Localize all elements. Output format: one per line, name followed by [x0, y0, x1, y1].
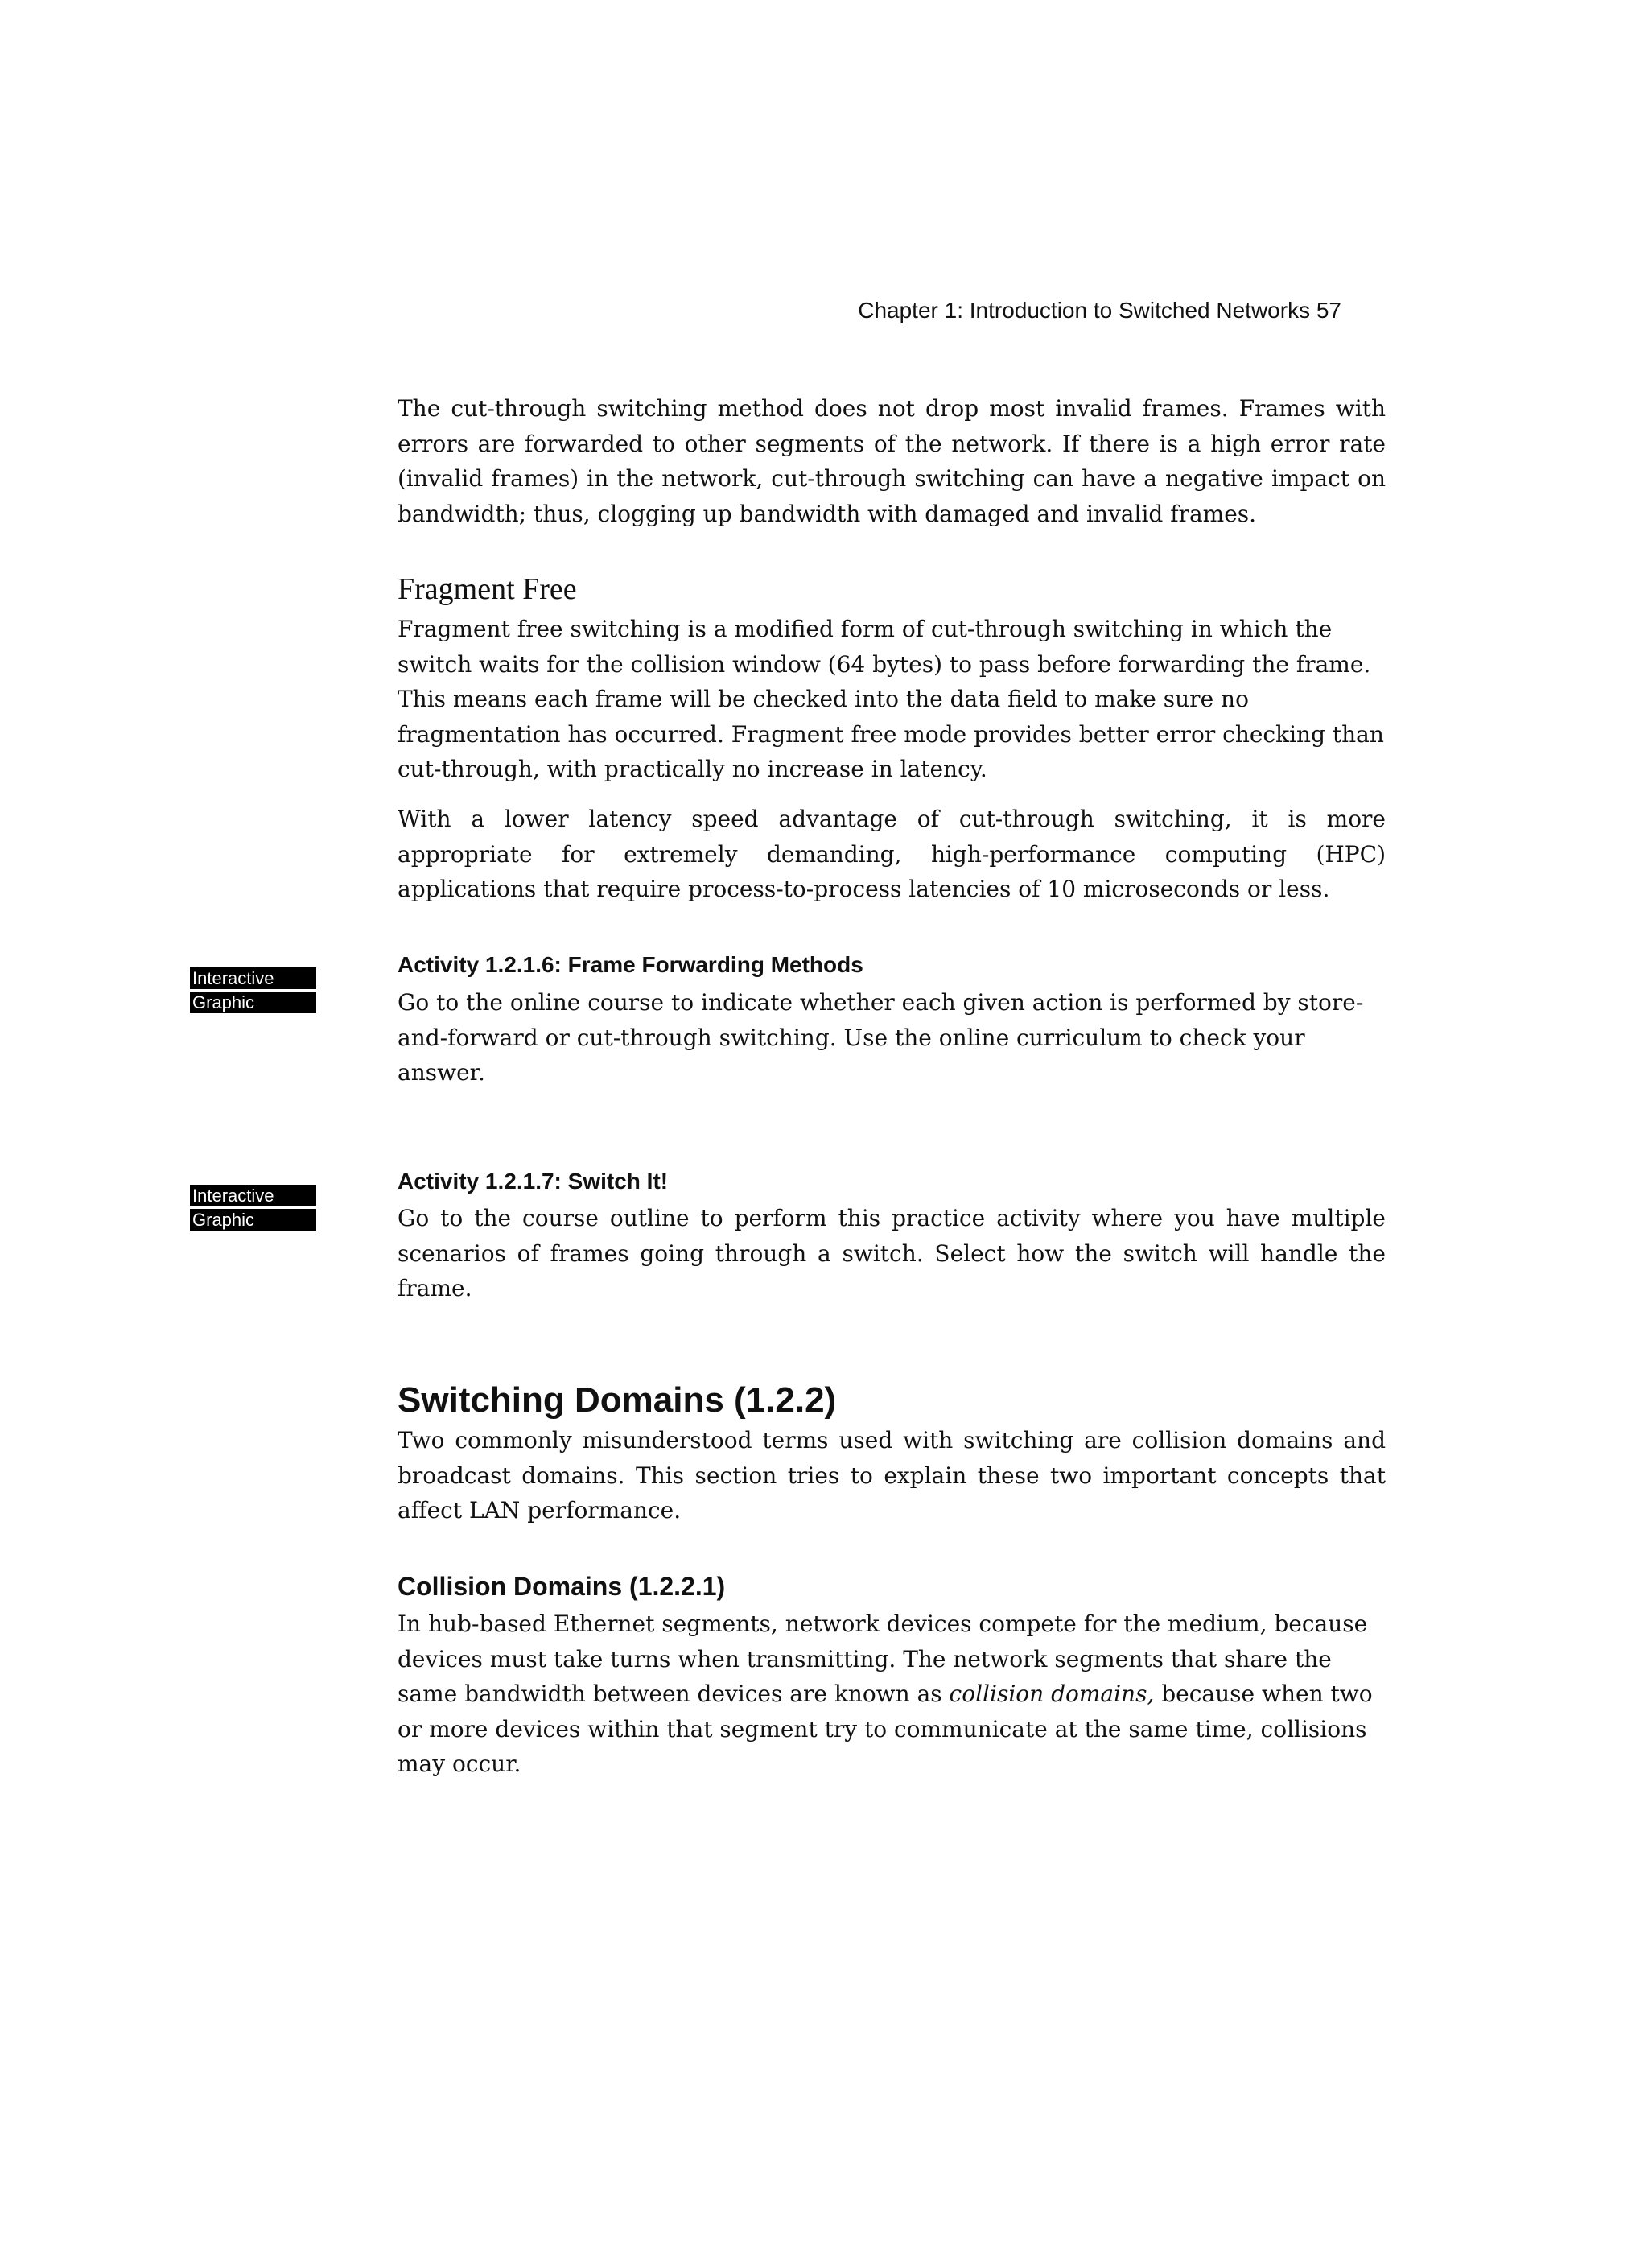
cut-through-paragraph: The cut-through switching method does not drop most invalid frames. Frames with errors are forwarded to other segments of the network. If there is a high error rate (invalid frames) in the network, cut-through switching can have a negative impact on bandwidth; thus, clogging up bandwidth with damaged and invalid frames. — [398, 395, 1386, 527]
switching-domains-heading: Switching Domains (1.2.2) — [398, 1380, 837, 1420]
fragment-free-paragraph-2: With a lower latency speed advantage of cut-through switching, it is more appropriate for extremely demanding, high-performance computing (HPC) applications that require process-to-process latencies of 10 microseconds or less. — [398, 806, 1386, 902]
badge-line-interactive: Interactive — [190, 1185, 316, 1206]
activity-body: Go to the course outline to perform this practice activity where you have multiple scenarios of frames going through a switch. Select how the switch will handle the frame. — [398, 1205, 1386, 1301]
fragment-free-heading: Fragment Free — [398, 572, 577, 606]
interactive-graphic-badge — [190, 1185, 316, 1233]
collision-domains-term: collision domains, — [949, 1680, 1155, 1707]
activity-title: Activity 1.2.1.6: Frame Forwarding Methods — [398, 952, 863, 977]
badge-line-graphic: Graphic — [190, 992, 316, 1013]
collision-domains-text-end: because when two or more devices within that segment try to communicate at the same time, collisions may occur. — [398, 1680, 1373, 1777]
activity-body: Go to the online course to indicate whether each given action is performed by store-and-forward or cut-through switching. Use the online curriculum to check your answer. — [398, 989, 1364, 1086]
collision-domains-heading: Collision Domains (1.2.2.1) — [398, 1572, 726, 1601]
collision-domains-text-start: In hub-based Ethernet segments, network devices compete for the medium, because devices must take turns when transmitting. The network segments that share the same bandwidth between devices are known as — [398, 1610, 1368, 1707]
badge-line-graphic: Graphic — [190, 1209, 316, 1231]
interactive-graphic-badge — [190, 967, 316, 1016]
switching-domains-paragraph: Two commonly misunderstood terms used with switching are collision domains and broadcast domains. This section tries to explain these two important concepts that affect LAN performance. — [398, 1427, 1386, 1524]
fragment-free-paragraph-1: Fragment free switching is a modified form of cut-through switching in which the switch waits for the collision window (64 bytes) to pass before forwarding the frame. This means each frame will be checked into the data field to make sure no fragmentation has occurred. Fragment free mode provides better error checking than cut-through, with practically no increase in latency. — [398, 616, 1384, 782]
running-head: Chapter 1: Introduction to Switched Networks 57 — [858, 298, 1341, 323]
badge-line-interactive: Interactive — [190, 967, 316, 989]
activity-title: Activity 1.2.1.7: Switch It! — [398, 1169, 669, 1194]
collision-domains-paragraph — [398, 1606, 1386, 1782]
